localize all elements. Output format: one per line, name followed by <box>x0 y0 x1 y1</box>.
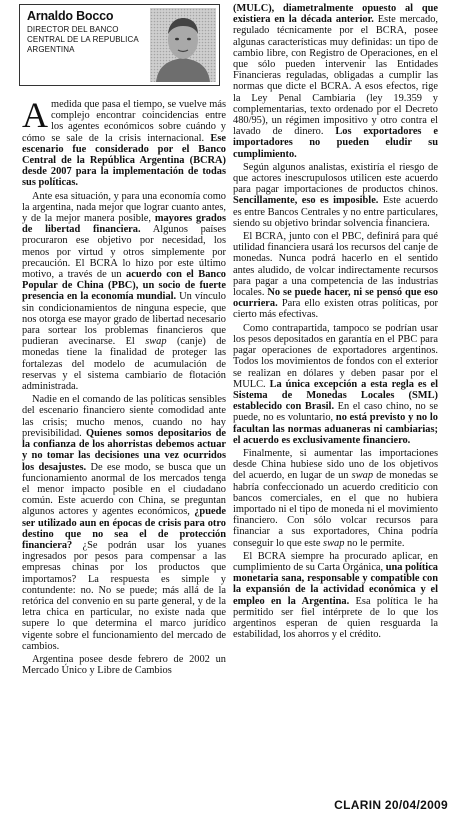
author-byline <box>19 4 220 86</box>
paragraph <box>22 95 226 189</box>
text-run-bold: mayores grados de libertad financiera. <box>22 213 226 236</box>
author-role-line: CENTRAL DE LA REPUBLICA <box>27 35 139 44</box>
author-portrait <box>150 8 216 82</box>
paragraph <box>233 162 438 229</box>
author-role <box>27 25 152 55</box>
text-run-italic: swap <box>323 537 345 549</box>
text-run-bold: Los exportadores e importadores no pueden eludir su cumplimiento. <box>233 126 438 160</box>
text-run: Este acuerdo es entre Bancos Centrales y no entre particulares, siendo su objetivo brindar solvencia financiera. <box>233 195 438 229</box>
paragraph <box>233 231 438 321</box>
source-credit: CLARIN 20/04/2009 <box>334 798 448 812</box>
text-run: Para ello existen otras políticas, por cierto más efectivas. <box>233 298 438 321</box>
text-run-bold: (MULC), diametralmente opuesto al que existiera en la década anterior. <box>233 3 438 26</box>
text-run-bold: Ese escenario fue considerado por el Banco Central de la República Argentina (BCRA) desde 2007 para la implementación de todas sus políticas. <box>22 132 226 189</box>
paragraph <box>233 323 438 446</box>
paragraph <box>233 3 438 160</box>
author-role-line: ARGENTINA <box>27 45 75 54</box>
text-run: ¿Se podrán usar los yuanes ingresados por pesos para compensar a las empresas chinas por los productos que importamos? La respuesta es simple y contundente: no. No se puede; más allá de la retórica del convenio en su parte general, y de la letra chica en particular, no existe nada que supere lo que determina el marco jurídico vigente sobre el funcionamiento del mercado de cambios. <box>22 539 226 652</box>
text-run-bold: La única excepción a esta regla es el Sistema de Monedas Locales (SML) establecido con Brasil. <box>233 378 438 413</box>
text-run: De ese modo, se busca que un funcionamiento anormal de los mercados tenga el menor impacto posible en el ciudadano común. Este acuerdo con China, se preguntan algunos actores y agentes económicos, <box>22 461 226 518</box>
paragraph <box>22 394 226 652</box>
text-run: Esa política le ha permitido ser fiel intérprete de lo que los argentinos esperan de quien resguarda la estabilidad, los ahorros y el crédito. <box>233 595 438 641</box>
text-run: Según algunos analistas, existiría el riesgo de que actores inescrupulosos utilicen este acuerdo para pagar importaciones de productos chinos. <box>233 161 438 196</box>
text-run: El BCRA, junto con el PBC, definirá para qué utilidad financiera usará los recursos del canje de monedas. Nunca podrá hacerlo en el sentido antes aludido, de volcar indirectamente recursos para pagar a una competencia de las industrias locales. <box>233 231 438 299</box>
text-run: Finalmente, si aumentar las importaciones desde China hubiese sido uno de los objetivos del acuerdo, en lugar de un <box>233 447 438 482</box>
text-run: Un vínculo sin condicionamientos de ninguna especie, que nos otorga ese mayor grado de libertad necesario para sortear los problemas financieros que pudieran avecinarse. El <box>22 291 226 348</box>
paragraph <box>22 191 226 393</box>
text-run-italic: swap <box>145 336 167 348</box>
text-run-bold: no está previsto y no lo facultan las normas aduaneras ni cambiarias; el acuerdo es exclusivamente financiero. <box>233 412 438 446</box>
text-run: no le permite. <box>344 537 405 549</box>
author-role-line: DIRECTOR DEL BANCO <box>27 25 119 34</box>
text-run-bold: Quienes somos depositarios de la confianza de los ahorristas debemos actuar y no tomar las decisiones una vez ocurridos los desajustes. <box>22 427 226 473</box>
text-run-bold: ¿puede ser utilizado aun en épocas de crisis para otro destino que no sea el de protección financiera? <box>22 506 226 551</box>
paragraph <box>233 551 438 641</box>
drop-cap: A <box>22 95 48 135</box>
text-run: Ante esa situación, y para una economía como la argentina, nada mejor que lograr cuanto antes, y de la mejor manera posible, <box>22 190 226 225</box>
author-name: Arnaldo Bocco <box>27 9 114 23</box>
article-column-left <box>22 95 227 678</box>
text-run: Algunos países procuraron ese objetivo por necesidad, los menos por virtud y otros simplemente por precaución. El BCRA lo hizo por este último motivo, a través de un <box>22 224 226 281</box>
paragraph <box>22 654 226 676</box>
text-run-bold: acuerdo con el Banco Popular de China (PBC), un socio de fuerte presencia en la economía mundial. <box>22 269 227 303</box>
text-run: Argentina posee desde febrero de 2002 un Mercado Único y Libre de Cambios <box>22 653 226 677</box>
paragraph <box>233 448 438 549</box>
text-run: Nadie en el comando de las políticas sensibles del escenario financiero siente comodidad ante las crisis; mucho menos, cuando no hay previsibilidad. <box>22 394 226 439</box>
text-run: Como contrapartida, tampoco se podrían usar los pesos depositados en garantía en el PBC para pagar operaciones de exportadores argentinos. Todos los movimientos de fondos con el exterior se realizan en dólares y deben pasar por el MULC. <box>233 322 438 390</box>
article-column-right <box>233 3 438 642</box>
text-run-bold: una política monetaria sana, responsable y compatible con la expansión de la actividad económica y el empleo en la Argentina. <box>233 561 439 607</box>
text-run-italic: swap <box>351 470 374 482</box>
text-run-bold: Sencillamente, eso es imposible. <box>233 195 379 207</box>
text-run: En el caso chino, no se puede, no es voluntario, <box>233 401 438 424</box>
text-run: (canje) de monedas tiene la finalidad de proteger las fortalezas del modelo de acumulación de reservas y el sistema cambiario de flotación administrada. <box>22 336 226 393</box>
text-run: Este mercado, regulado técnicamente por el BCRA, posee algunas características muy definidas: un tipo de cambio libre, con Registro de Operaciones, en el que sólo pueden intervenir las Entidades Financieras reguladas, obligadas a cumplir las normas que dicte el BCRA. A esos efectos, rige la Ley Penal Cambiaria (ley 19.359 y complementarias, texto ordenado por el Decreto 480/95), un régimen impositivo y otro contra el lavado de dinero. <box>233 14 438 138</box>
text-run: El BCRA siempre ha procurado aplicar, en cumplimiento de su Carta Orgánica, <box>233 550 438 573</box>
text-run: de monedas se habría confeccionado un acuerdo crediticio con bancos comerciales, en el que no hubiera importado ni el tipo de moneda ni el movimiento financiero. Con sólo volcar recursos para financiar a sus exportadores, China podría conseguir lo que este <box>233 470 438 549</box>
text-run: medida que pasa el tiempo, se vuelve más complejo encontrar coincidencias entre los agentes económicos sobre cuándo y cómo se sale de la crisis internacional. <box>22 99 226 144</box>
text-run-bold: No se puede hacer, ni se pensó que eso ocurriera. <box>233 287 438 310</box>
